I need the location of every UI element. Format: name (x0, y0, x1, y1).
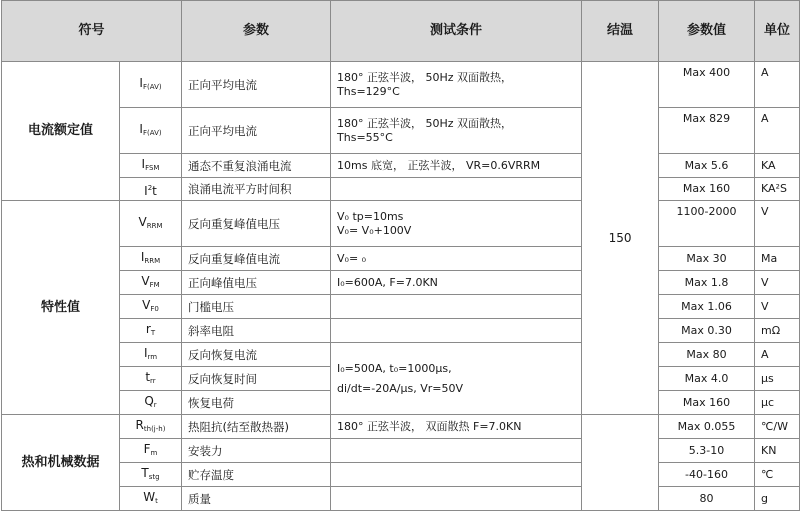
unit-cell: Ma (755, 247, 800, 271)
value-cell: 1100-2000 (659, 201, 755, 247)
unit-cell: A (755, 108, 800, 154)
value-cell: Max 80 (659, 343, 755, 367)
symbol-sub: RRM (144, 256, 161, 265)
parameter-cell: 通态不重复浪涌电流 (182, 154, 331, 178)
unit-cell: μc (755, 391, 800, 415)
symbol-main: W (143, 489, 156, 504)
symbol-sub: T (150, 328, 156, 337)
unit-cell: ℃ (755, 463, 800, 487)
table-row (2, 319, 800, 343)
symbol-sub: t (155, 496, 158, 505)
symbol-sub: rm (147, 352, 158, 361)
header-row (2, 1, 800, 62)
symbol-main: I (143, 345, 148, 360)
temp-empty-cell (582, 415, 659, 511)
condition-line: V₀= V₀+100V (337, 223, 412, 237)
parameter-cell: 正向平均电流 (182, 62, 331, 108)
table-row (2, 343, 800, 367)
value-cell: Max 5.6 (659, 154, 755, 178)
condition-line: V₀ tp=10ms (337, 209, 404, 223)
condition-line: 180° 正弦半波， 50Hz 双面散热， (337, 116, 513, 130)
condition-cell (331, 487, 582, 511)
value-cell: Max 0.055 (659, 415, 755, 439)
symbol-main: F (143, 441, 151, 456)
table-row (2, 247, 800, 271)
condition-cell: I₀=600A, F=7.0KN (331, 271, 582, 295)
unit-cell: g (755, 487, 800, 511)
unit-cell: V (755, 201, 800, 247)
symbol-main: I (144, 183, 148, 198)
unit-cell: KN (755, 439, 800, 463)
group-characteristic: 特性值 (2, 201, 120, 415)
symbol-main: r (145, 321, 151, 336)
table-row (2, 108, 800, 154)
value-cell: Max 1.06 (659, 295, 755, 319)
value-cell: -40-160 (659, 463, 755, 487)
parameter-cell: 质量 (182, 487, 331, 511)
symbol-sub: FM (149, 280, 160, 289)
parameter-cell: 反向恢复时间 (182, 367, 331, 391)
recovery-condition-cell (331, 343, 582, 415)
symbol-cell (120, 62, 182, 108)
value-cell: Max 160 (659, 391, 755, 415)
unit-cell: A (755, 62, 800, 108)
junction-temp-cell: 150 (582, 62, 659, 415)
symbol-cell (120, 367, 182, 391)
unit-cell: ℃/W (755, 415, 800, 439)
value-cell: Max 30 (659, 247, 755, 271)
condition-line: di/dt=-20A/μs, Vr=50V (337, 381, 463, 395)
table-row (2, 62, 800, 108)
condition-cell (331, 108, 582, 154)
condition-cell: 180° 正弦半波， 双面散热 F=7.0KN (331, 415, 582, 439)
symbol-cell (120, 415, 182, 439)
condition-line: Ths=129°C (337, 84, 400, 98)
header-temp: 结温 (582, 1, 659, 62)
condition-cell (331, 463, 582, 487)
table-row (2, 463, 800, 487)
symbol-cell (120, 108, 182, 154)
condition-line: Ths=55°C (337, 130, 393, 144)
table-row (2, 271, 800, 295)
symbol-sub: RRM (146, 221, 163, 230)
parameter-cell: 浪涌电流平方时间积 (182, 178, 331, 201)
symbol-cell (120, 271, 182, 295)
condition-cell (331, 201, 582, 247)
symbol-sub: m (150, 448, 158, 457)
condition-cell: 10ms 底宽， 正弦半波， VR=0.6VRRM (331, 154, 582, 178)
condition-line: I₀=500A, t₀=1000μs, (337, 361, 452, 375)
parameter-cell: 正向峰值电压 (182, 271, 331, 295)
symbol-cell (120, 178, 182, 201)
symbol-main: I (141, 156, 146, 171)
parameter-cell: 正向平均电流 (182, 108, 331, 154)
condition-cell (331, 439, 582, 463)
group-current: 电流额定值 (2, 62, 120, 201)
symbol-sub: F(AV) (142, 128, 162, 137)
parameter-cell: 反向恢复电流 (182, 343, 331, 367)
symbol-main: I (139, 121, 143, 136)
spec-table (1, 0, 800, 511)
unit-cell: mΩ (755, 319, 800, 343)
symbol-cell (120, 295, 182, 319)
condition-cell (331, 319, 582, 343)
table-row (2, 154, 800, 178)
value-cell: Max 160 (659, 178, 755, 201)
symbol-cell (120, 487, 182, 511)
symbol-main: I (139, 75, 143, 90)
condition-cell (331, 178, 582, 201)
condition-cell: V₀= ₀ (331, 247, 582, 271)
symbol-cell (120, 154, 182, 178)
parameter-cell: 热阻抗(结至散热器) (182, 415, 331, 439)
value-cell: 80 (659, 487, 755, 511)
symbol-cell (120, 343, 182, 367)
parameter-cell: 反向重复峰值电流 (182, 247, 331, 271)
parameter-cell: 反向重复峰值电压 (182, 201, 331, 247)
symbol-main: Q (144, 393, 154, 408)
symbol-sub: th(j-h) (143, 424, 166, 433)
symbol-cell (120, 391, 182, 415)
header-unit: 单位 (755, 1, 800, 62)
value-cell: Max 1.8 (659, 271, 755, 295)
symbol-main: I (140, 249, 145, 264)
symbol-main: t (145, 369, 151, 384)
parameter-cell: 门槛电压 (182, 295, 331, 319)
parameter-cell: 贮存温度 (182, 463, 331, 487)
parameter-cell: 安装力 (182, 439, 331, 463)
table-row (2, 178, 800, 201)
value-cell: 5.3-10 (659, 439, 755, 463)
unit-cell: A (755, 343, 800, 367)
condition-line: 180° 正弦半波， 50Hz 双面散热， (337, 70, 513, 84)
symbol-sub: F(AV) (142, 82, 162, 91)
symbol-main: V (138, 214, 147, 229)
symbol-main: V (142, 297, 151, 312)
symbol-main: V (141, 273, 150, 288)
condition-cell (331, 295, 582, 319)
unit-cell: V (755, 295, 800, 319)
symbol-cell (120, 439, 182, 463)
table-row (2, 415, 800, 439)
value-cell: Max 0.30 (659, 319, 755, 343)
symbol-tail: t (152, 183, 157, 198)
unit-cell: V (755, 271, 800, 295)
table-row (2, 295, 800, 319)
header-parameter: 参数 (182, 1, 331, 62)
unit-cell: μs (755, 367, 800, 391)
symbol-cell (120, 463, 182, 487)
symbol-cell (120, 201, 182, 247)
header-symbol: 符号 (2, 1, 182, 62)
parameter-cell: 斜率电阻 (182, 319, 331, 343)
symbol-sub: F0 (150, 304, 159, 313)
header-condition: 测试条件 (331, 1, 582, 62)
condition-cell (331, 62, 582, 108)
symbol-sub: r (153, 400, 157, 409)
parameter-cell: 恢复电荷 (182, 391, 331, 415)
symbol-sub: stg (148, 472, 160, 481)
symbol-sub: FSM (145, 163, 160, 172)
table-row (2, 201, 800, 247)
symbol-cell (120, 247, 182, 271)
value-cell: Max 400 (659, 62, 755, 108)
symbol-sub: rr (150, 376, 156, 385)
table-row (2, 439, 800, 463)
header-value: 参数值 (659, 1, 755, 62)
symbol-main: T (141, 465, 149, 480)
value-cell: Max 829 (659, 108, 755, 154)
unit-cell: KA (755, 154, 800, 178)
symbol-sup: 2 (147, 183, 153, 192)
symbol-main: R (135, 417, 144, 432)
group-thermal: 热和机械数据 (2, 415, 120, 511)
unit-cell: KA²S (755, 178, 800, 201)
symbol-cell (120, 319, 182, 343)
table-row (2, 487, 800, 511)
value-cell: Max 4.0 (659, 367, 755, 391)
